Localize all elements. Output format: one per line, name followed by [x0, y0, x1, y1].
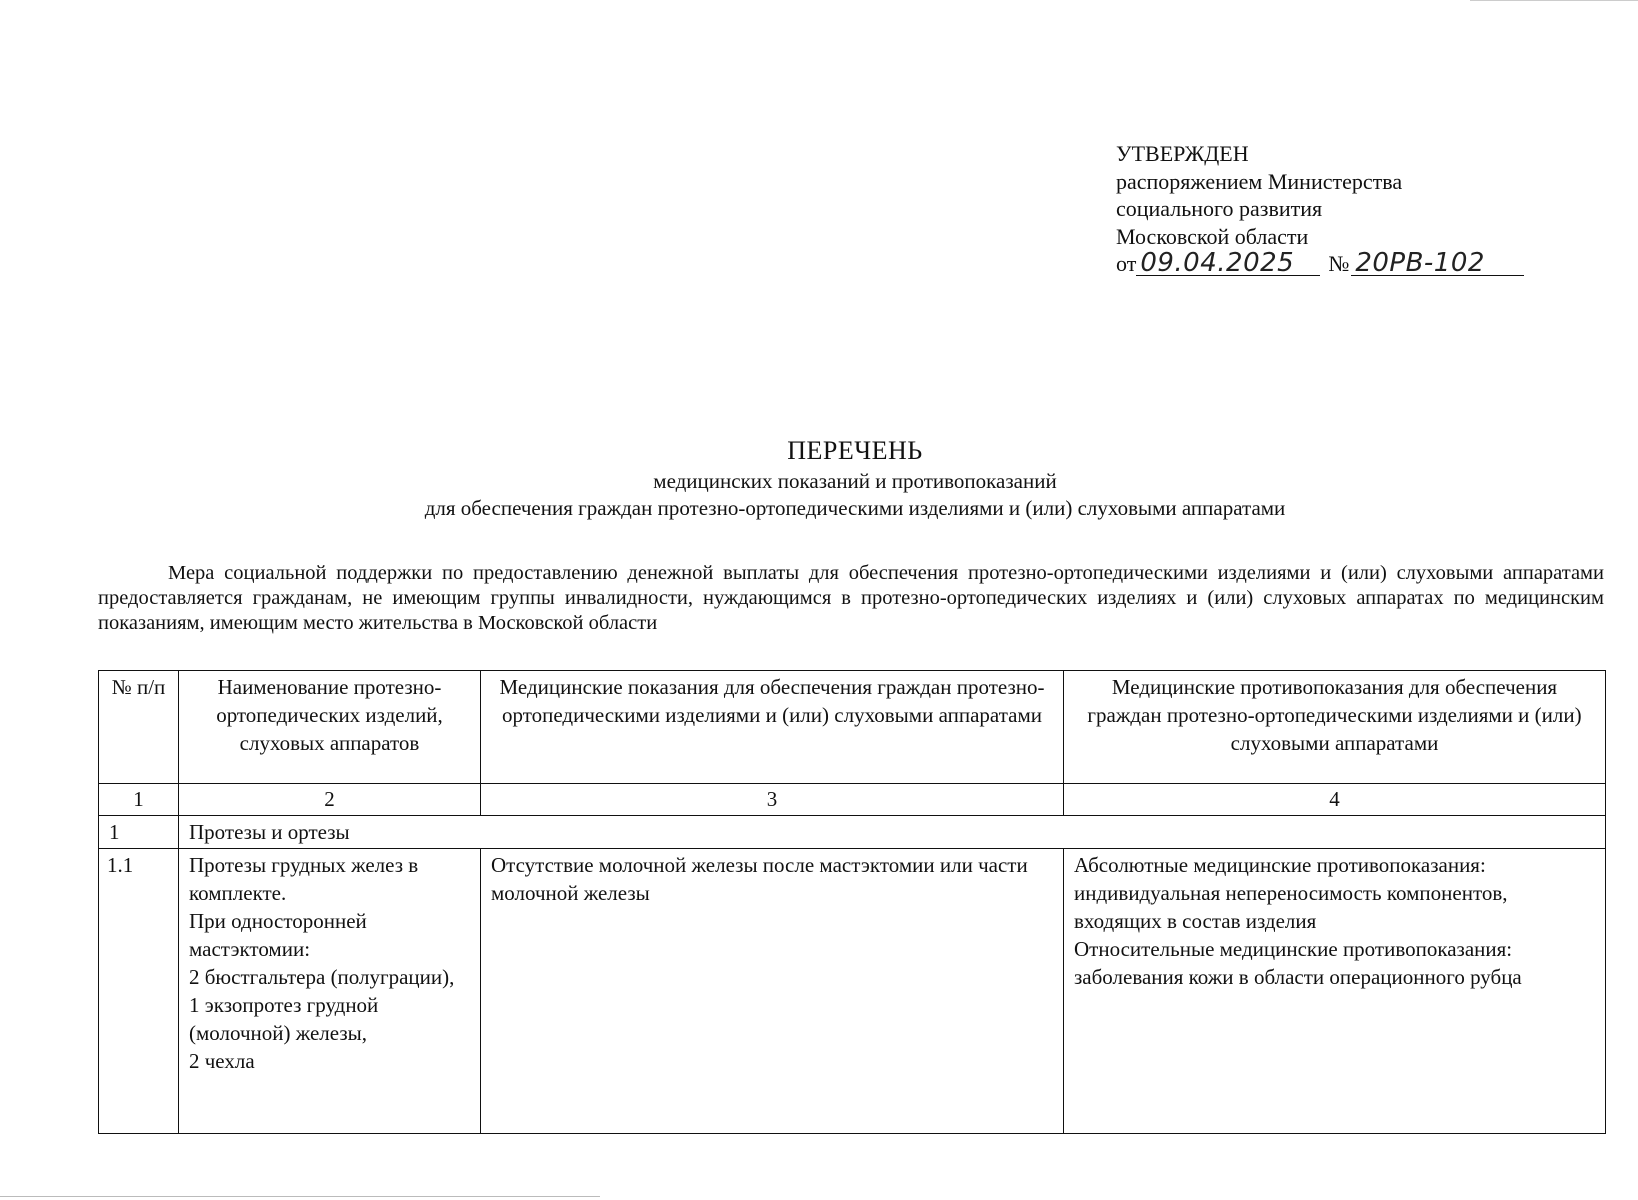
column-number-2: 2 — [179, 784, 481, 816]
bottom-edge-rule — [0, 1196, 600, 1197]
product-name-line: 1 экзопротез грудной (молочной) железы, — [189, 993, 379, 1045]
approval-date-prefix: от — [1116, 251, 1137, 276]
document-subtitle-2: для обеспечения граждан протезно-ортопедическими изделиями и (или) слуховыми аппаратами — [424, 496, 1286, 520]
header-number: № п/п — [99, 671, 179, 784]
column-number-3: 3 — [481, 784, 1064, 816]
approval-line-3: Московской области — [1116, 223, 1309, 249]
contraindication-line: Абсолютные медицинские противопоказания: — [1074, 853, 1486, 877]
contraindication-line: заболевания кожи в области операционного рубца — [1074, 965, 1522, 989]
intro-paragraph: Мера социальной поддержки по предоставлению денежной выплаты для обеспечения протезно-ортопедическими изделиями и (или) слуховыми аппаратами предоставляется гражданам, не имеющим группы инвалидности, нуждающимся в протезно-ортопедических изделиях и (или) слуховых аппаратах по медицинским показаниям, имеющим место жительства в Московской области — [98, 562, 1604, 634]
approval-line-2: социального развития — [1116, 196, 1323, 221]
document-subtitle-1: медицинских показаний и противопоказаний — [653, 469, 1057, 493]
product-name-line: 2 бюстгальтера (полуграции), — [189, 965, 455, 989]
header-contraindications: Медицинские противопоказания для обеспечения граждан протезно-ортопедическими изделиями и (или) слуховыми аппаратами — [1064, 671, 1606, 784]
approval-number-handwritten: 20РВ-102 — [1351, 251, 1524, 276]
product-name-line: При односторонней мастэктомии: — [189, 909, 367, 961]
row-product-name — [179, 849, 481, 1134]
section-title: Протезы и ортезы — [179, 816, 1606, 849]
approval-number-sign: № — [1328, 251, 1350, 276]
column-number-1: 1 — [99, 784, 179, 816]
table-row — [99, 849, 1606, 1134]
row-indications: Отсутствие молочной железы после мастэктомии или части молочной железы — [481, 849, 1064, 1134]
product-name-line: 2 чехла — [189, 1049, 255, 1073]
section-number: 1 — [99, 816, 179, 849]
table-section-row — [99, 816, 1606, 849]
contraindication-line: индивидуальная непереносимость компонентов, входящих в состав изделия — [1074, 881, 1508, 933]
approval-line-1: распоряжением Министерства — [1116, 168, 1403, 194]
top-edge-rule — [1470, 0, 1638, 1]
row-number: 1.1 — [99, 849, 179, 1134]
indications-table — [98, 670, 1606, 1134]
document-title-block — [0, 434, 1638, 522]
header-product-name: Наименование протезно-ортопедических изделий, слуховых аппаратов — [179, 671, 481, 784]
approval-heading: УТВЕРЖДЕН — [1116, 141, 1249, 166]
contraindication-line: Относительные медицинские противопоказания: — [1074, 937, 1513, 961]
approval-stamp-block — [1116, 140, 1524, 278]
table-column-numbers-row — [99, 784, 1606, 816]
product-name-line: Протезы грудных желез в комплекте. — [189, 853, 419, 905]
document-title: ПЕРЕЧЕНЬ — [787, 436, 923, 465]
header-indications: Медицинские показания для обеспечения граждан протезно-ортопедическими изделиями и (или) слуховыми аппаратами — [481, 671, 1064, 784]
column-number-4: 4 — [1064, 784, 1606, 816]
approval-date-handwritten: 09.04.2025 — [1136, 251, 1320, 276]
approval-date-number-line — [1116, 250, 1524, 278]
row-contraindications — [1064, 849, 1606, 1134]
table-header-row — [99, 671, 1606, 784]
